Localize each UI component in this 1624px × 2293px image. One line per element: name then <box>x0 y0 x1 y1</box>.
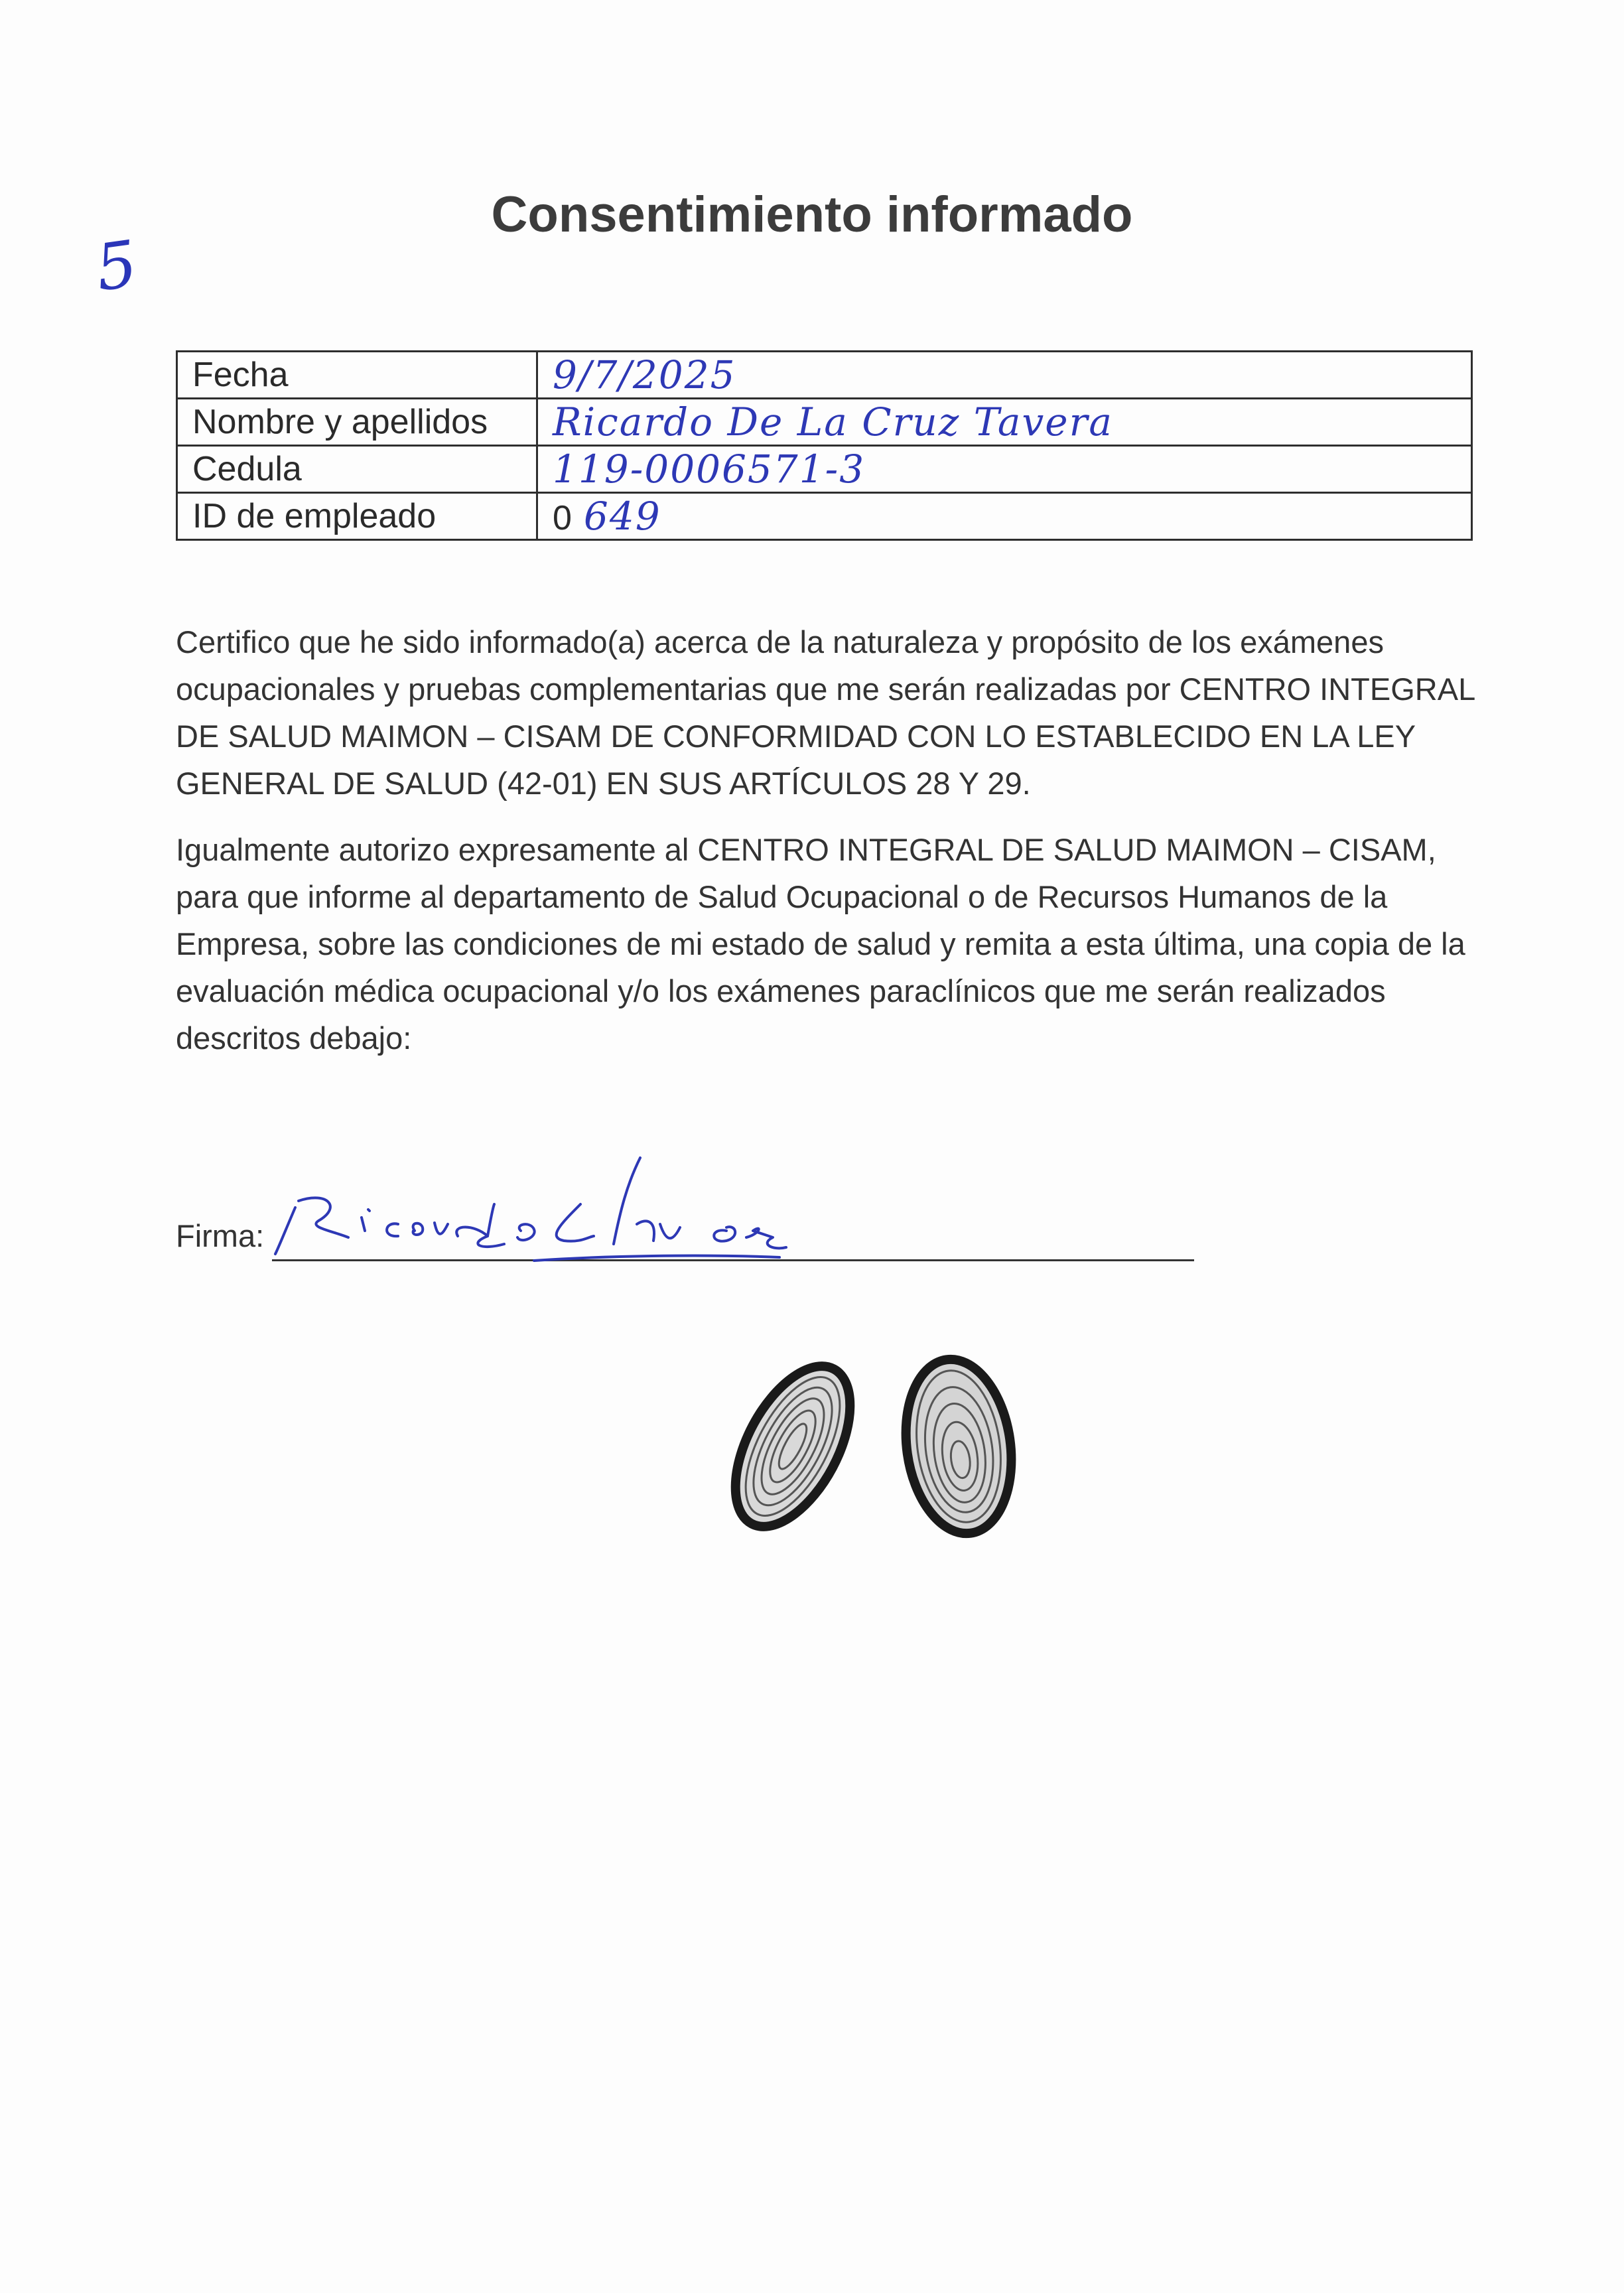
handwritten-page-mark: 5 <box>91 226 142 306</box>
firma-label: Firma: <box>176 1218 265 1253</box>
consent-paragraph-1: Certifico que he sido informado(a) acerca de la naturaleza y propósito de los exámenes ocupacionales y pruebas complementarias que me serán realizadas por CENTRO INTEGRAL DE SALUD MAIMON – CISAM DE CONFORMIDAD CON LO ESTABLECIDO EN LA LEY GENERAL DE SALUD (42-01) EN SUS ARTÍCULOS 28 Y 29. <box>176 624 1475 801</box>
fecha-label: Fecha <box>177 352 537 399</box>
handwritten-signature <box>269 1138 866 1271</box>
nombre-label: Nombre y apellidos <box>177 399 537 446</box>
left-fingerprint <box>712 1348 874 1545</box>
id-empleado-value-cell <box>537 493 1472 540</box>
cedula-value: 119-0006571-3 <box>537 446 1472 493</box>
right-fingerprint <box>895 1352 1022 1540</box>
id-empleado-label: ID de empleado <box>177 493 537 540</box>
consent-paragraph-2: Igualmente autorizo expresamente al CENTRO INTEGRAL DE SALUD MAIMON – CISAM, para que informe al departamento de Salud Ocupacional o de Recursos Humanos de la Empresa, sobre las condiciones de mi estado de salud y remita a esta última, una copia de la evaluación médica ocupacional y/o los exámenes paraclínicos que me serán realizados descritos debajo: <box>176 832 1465 1056</box>
table-row <box>177 352 1472 399</box>
table-row <box>177 493 1472 540</box>
fecha-value: 9/7/2025 <box>537 352 1472 399</box>
table-row <box>177 446 1472 493</box>
id-empleado-value: 649 <box>583 494 661 539</box>
employee-info-table <box>176 350 1473 541</box>
cedula-label: Cedula <box>177 446 537 493</box>
table-row <box>177 399 1472 446</box>
id-empleado-prefix: 0 <box>553 499 573 537</box>
fingerprints <box>697 1347 1055 1572</box>
page-title: Consentimiento informado <box>491 186 1133 243</box>
nombre-value: Ricardo De La Cruz Tavera <box>537 399 1472 446</box>
